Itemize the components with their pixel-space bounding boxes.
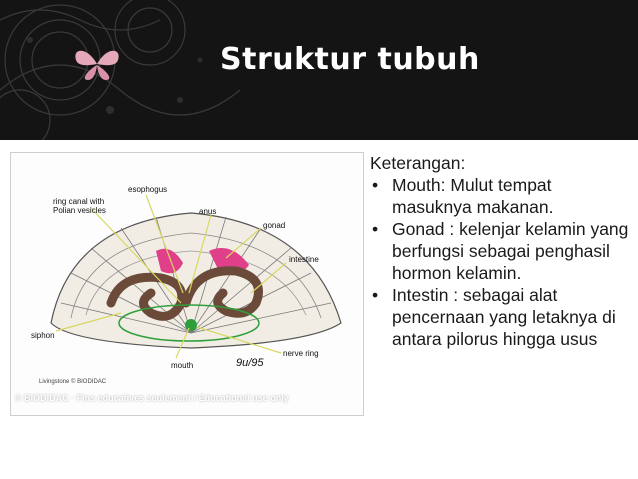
- note-item-gonad: • Gonad : kelenjar kelamin yang berfungsi sebagai penghasil hormon kelamin.: [370, 218, 632, 284]
- label-siphon: siphon: [31, 331, 55, 340]
- nerve-ring-shape: [185, 319, 197, 331]
- note-item-mouth: • Mouth: Mulut tempat masuknya makanan.: [370, 174, 632, 218]
- signature-mark: 9u/95: [236, 357, 264, 369]
- label-mouth: mouth: [171, 361, 194, 370]
- label-ring-canal: ring canal with Polian vesicles: [53, 197, 106, 215]
- butterfly-icon: [72, 44, 122, 84]
- image-credit: Livingstone © BIODIDAC: [39, 379, 107, 385]
- label-esophogus: esophogus: [128, 185, 168, 194]
- note-item-intestine: • Intestin : sebagai alat pencernaan yang letaknya di antara pilorus hingga usus: [370, 284, 632, 350]
- label-nerve-ring: nerve ring: [283, 349, 319, 358]
- notes-heading: Keterangan:: [370, 153, 466, 173]
- notes-list: [370, 174, 632, 350]
- notes-panel: [370, 152, 632, 350]
- slide-title: Struktur tubuh: [220, 42, 480, 77]
- header-band: [0, 0, 638, 140]
- anatomy-illustration: [11, 153, 363, 415]
- label-anus: anus: [199, 207, 217, 216]
- label-gonad: gonad: [263, 221, 286, 230]
- sea-cucumber-anatomy-diagram: [10, 152, 364, 416]
- watermark-text: © BIODIDAC · Fins educatives seulement / Educational use only: [15, 393, 289, 403]
- label-intestine: intestine: [289, 255, 319, 264]
